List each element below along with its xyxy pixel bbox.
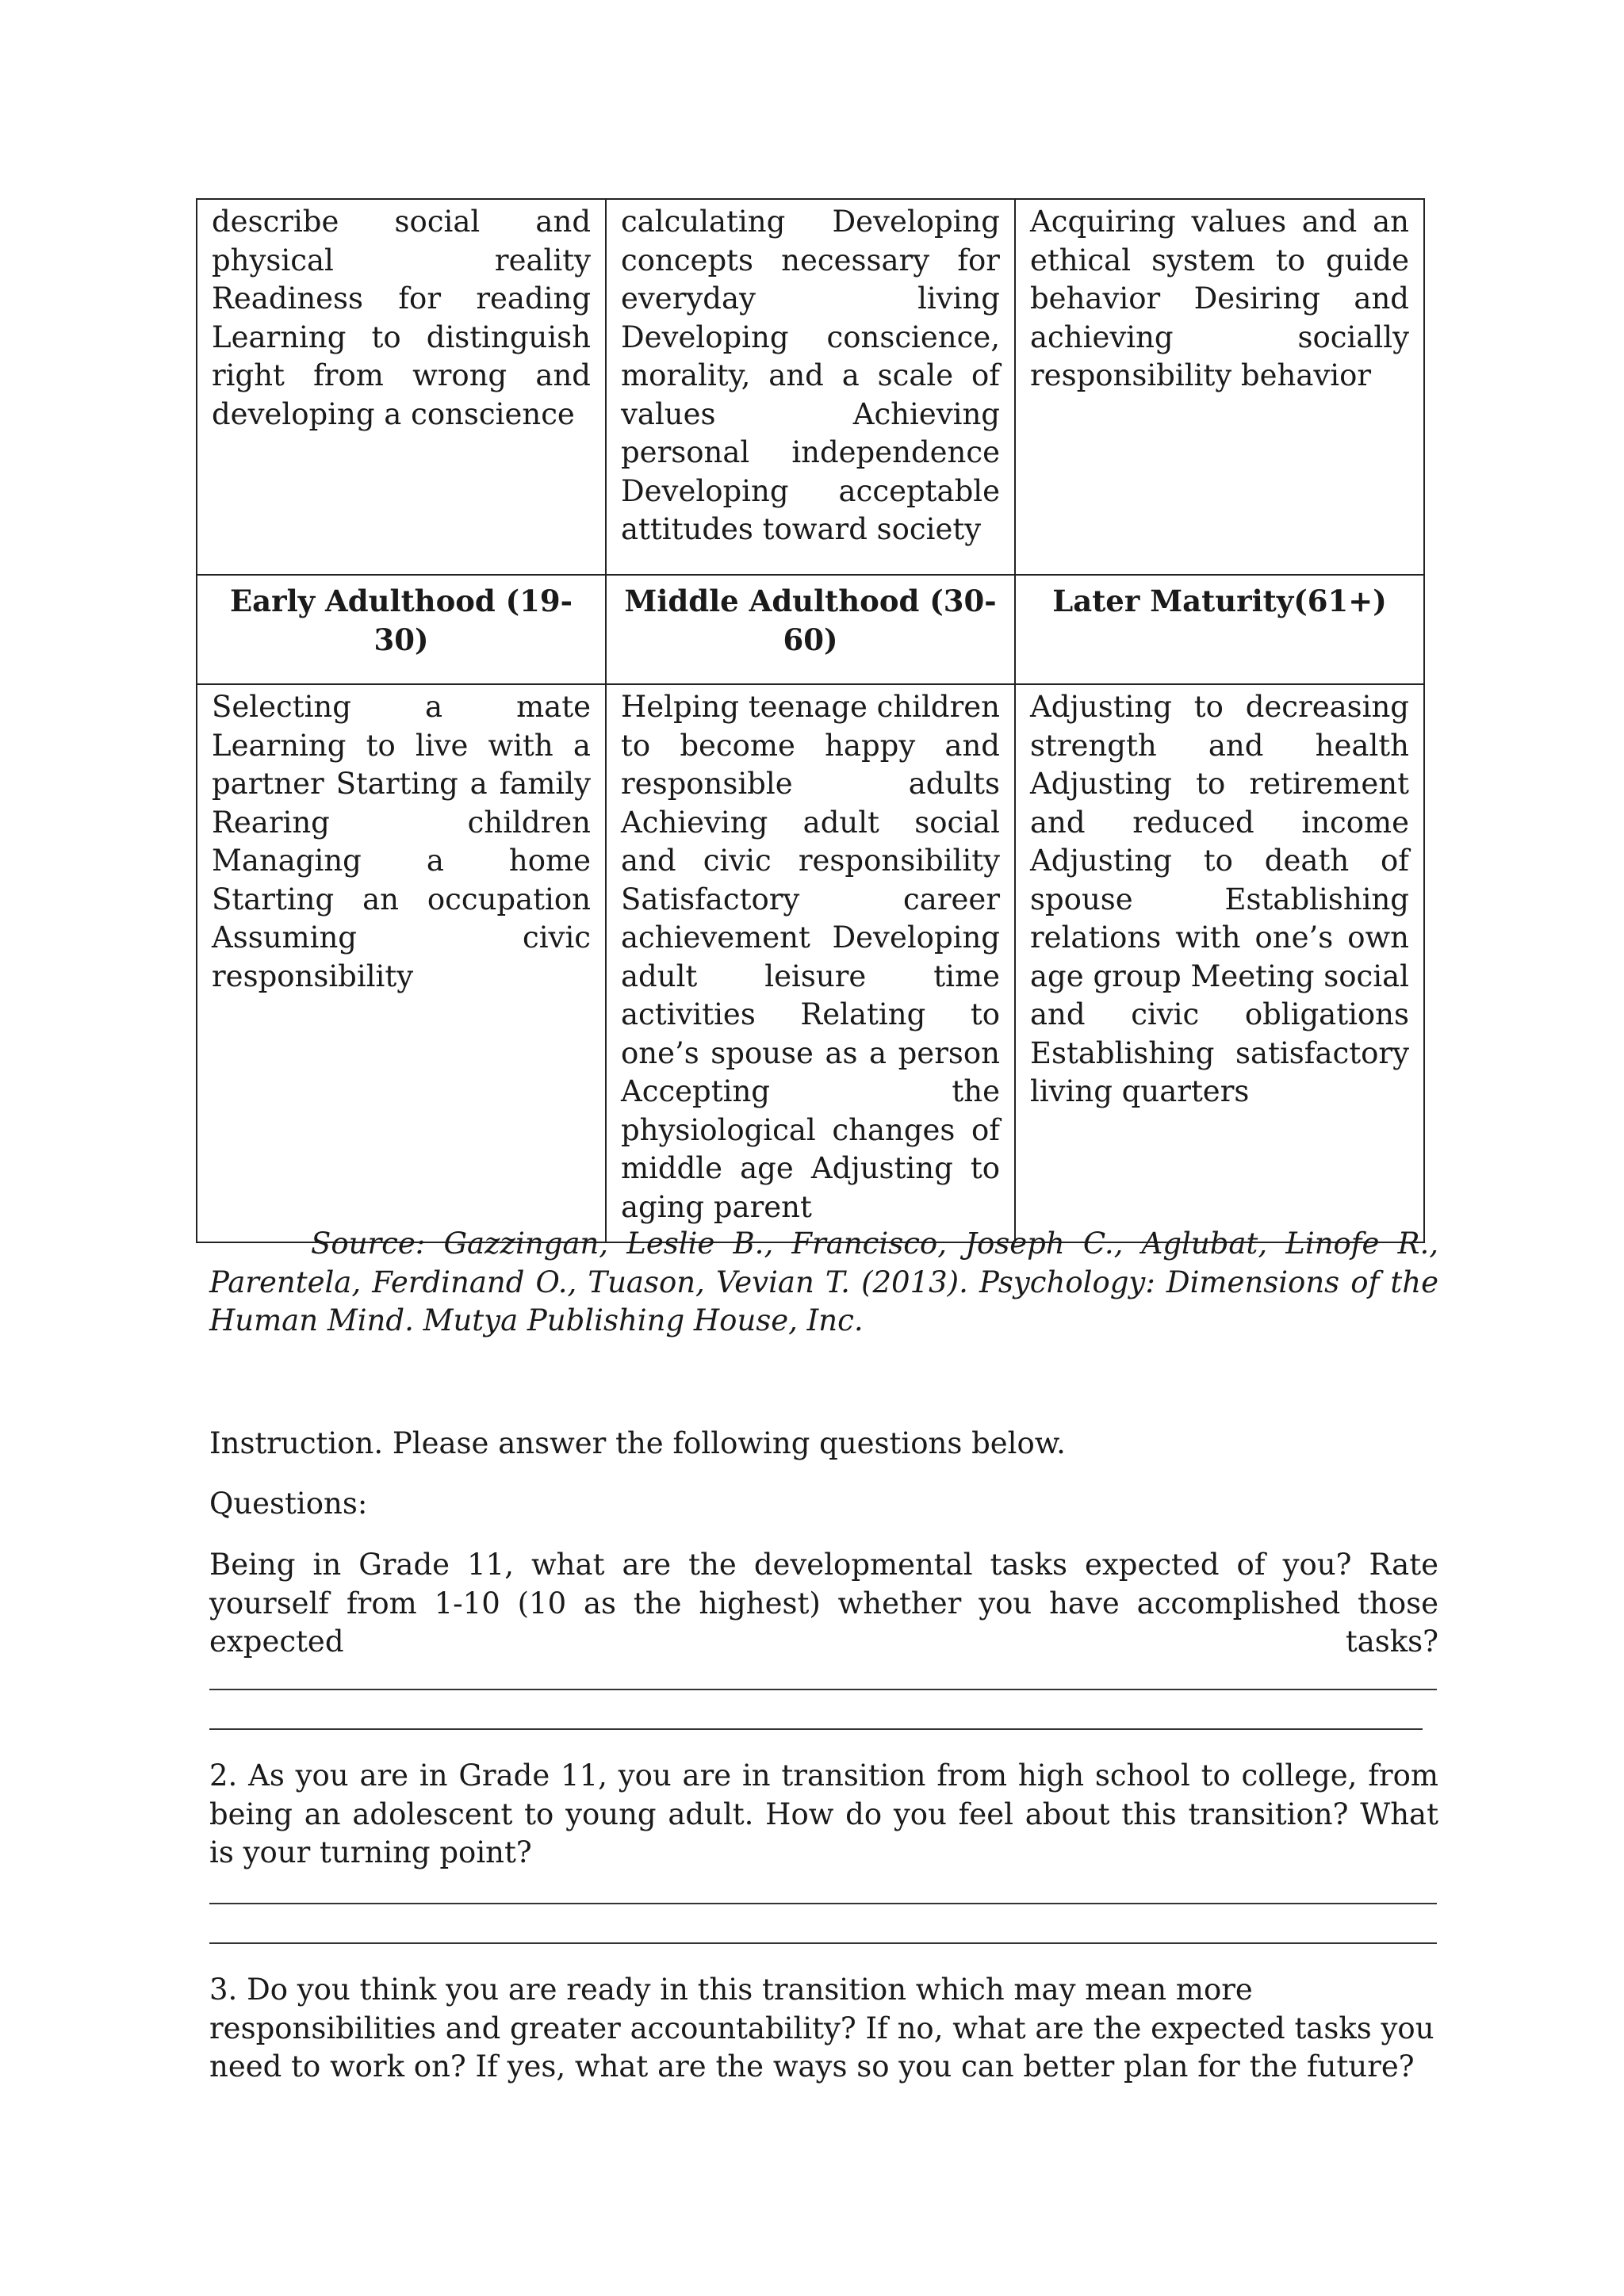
table-cell: calculating Developing concepts necessary for everyday living Developing conscience, morality, and a scale of values Achieving personal independence Developing acceptable attitudes toward society [606, 199, 1015, 575]
question-2: 2. As you are in Grade 11, you are in transition from high school to college, from being an adolescent to young adult. How do you feel about this transition? What is your turning point? [209, 1758, 1438, 1869]
table-cell: Helping teenage children to become happy and responsible adults Achieving adult social and civic responsibility Satisfactory career achievement Developing adult leisure time activities Relating to one’s spouse as a person Accepting the physiological changes of middle age Adjusting to aging parent [606, 684, 1015, 1242]
developmental-tasks-table [196, 198, 1425, 1243]
table-cell: Adjusting to decreasing strength and health Adjusting to retirement and reduced income Adjusting to death of spouse Establishing relations with one’s own age group Meeting social and civic obligations Establishing satisfactory living quarters [1015, 684, 1424, 1242]
table-header-row [197, 575, 1424, 684]
answer-line[interactable] [209, 1903, 1437, 1904]
header-early-adulthood: Early Adulthood (19-30) [197, 575, 606, 684]
question-3: 3. Do you think you are ready in this transition which may mean more responsibilities and greater accountability? If no, what are the expected tasks you need to work on? If yes, what are the ways so you can better plan for the future? [209, 1973, 1434, 2084]
table-cell: describe social and physical reality Readiness for reading Learning to distinguish right from wrong and developing a conscience [197, 199, 606, 575]
table-row [197, 199, 1424, 575]
instruction-text: Instruction. Please answer the following questions below. [209, 1426, 1066, 1460]
answer-line[interactable] [209, 1689, 1437, 1690]
table-cell: Acquiring values and an ethical system to guide behavior Desiring and achieving socially responsibility behavior [1015, 199, 1424, 575]
header-later-maturity: Later Maturity(61+) [1015, 575, 1424, 684]
header-middle-adulthood: Middle Adulthood (30-60) [606, 575, 1015, 684]
questions-label: Questions: [209, 1487, 368, 1521]
answer-line[interactable] [209, 1942, 1437, 1944]
answer-line[interactable] [209, 1728, 1423, 1730]
source-citation: Source: Gazzingan, Leslie B., Francisco, Joseph C., Aglubat, Linofe R., Parentela, Ferdinand O., Tuason, Vevian T. (2013). Psychology: Dimensions of the Human Mind. Mutya Publishing House, Inc. [209, 1226, 1438, 1337]
question-1: Being in Grade 11, what are the developmental tasks expected of you? Rate yourself from 1-10 (10 as the highest) whether you have accomplished those expected tasks? [209, 1548, 1438, 1659]
table-cell: Selecting a mate Learning to live with a partner Starting a family Rearing children Managing a home Starting an occupation Assuming civic responsibility [197, 684, 606, 1242]
table-row [197, 684, 1424, 1242]
